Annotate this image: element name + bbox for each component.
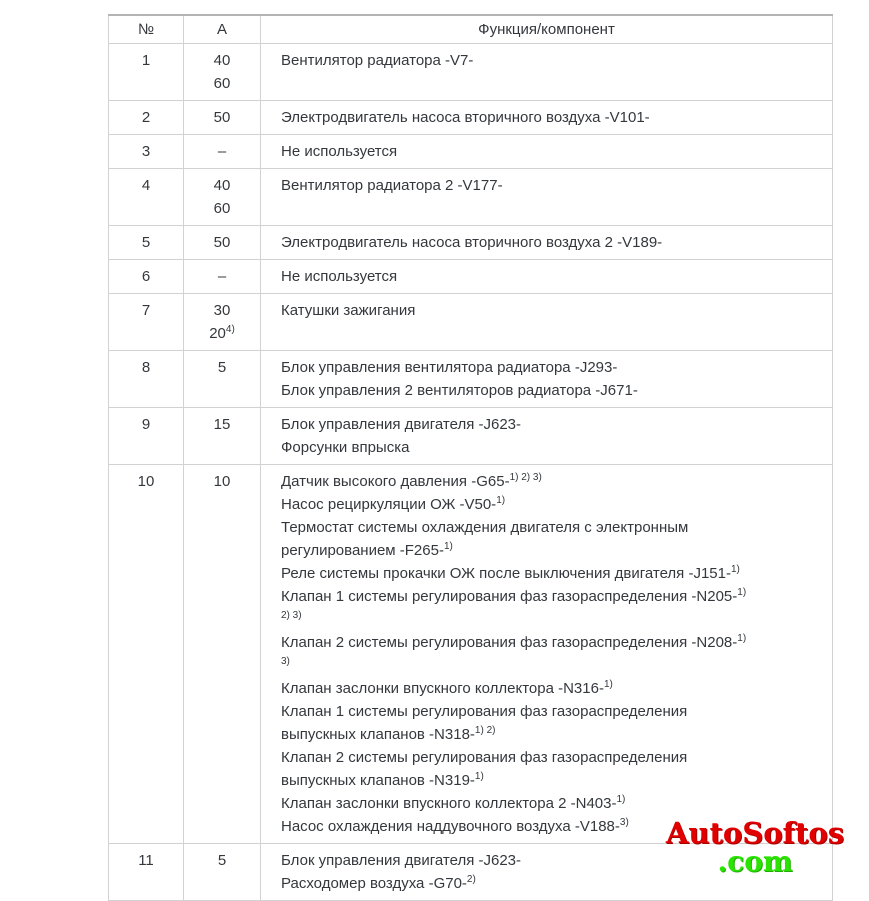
text-line: выпускных клапанов -N318-$^{1) 2)}$ [281, 725, 496, 743]
text-line: 10 [213, 473, 231, 490]
text-line: 5 [217, 359, 227, 376]
text-line: Клапан 1 системы регулирования фаз газораспределения [281, 703, 688, 720]
text-line: Клапан 2 системы регулирования фаз газораспределения [281, 749, 688, 766]
fuse-table-body [109, 44, 833, 901]
text-line: Насос охлаждения наддувочного воздуха -V188-$^{3)}$ [281, 817, 629, 835]
fuse-number-cell: 2 [109, 101, 184, 135]
footnote-ref: 1) [737, 587, 747, 598]
text-line [281, 654, 812, 677]
fuse-functions-cell [261, 408, 833, 465]
fuse-amps-cell [184, 101, 261, 135]
text-line: 60 [213, 200, 231, 217]
fuse-functions-cell [261, 135, 833, 169]
footnote-ref: 1) 2) [474, 725, 496, 736]
text-line: Не используется [281, 143, 398, 160]
fuse-functions-cell [261, 260, 833, 294]
fuse-number-cell: 11 [109, 844, 184, 901]
fuse-functions-cell [261, 465, 833, 844]
text-line: 5 [217, 852, 227, 869]
fuse-number-cell: 7 [109, 294, 184, 351]
text-line: Не используется [281, 268, 398, 285]
fuse-amps-cell [184, 135, 261, 169]
text-line: 50 [213, 109, 231, 126]
footnote-ref: 3) [619, 817, 629, 828]
footnote-ref: 3) [281, 656, 290, 667]
text-line: 30 [213, 302, 231, 319]
fuse-amps-cell [184, 351, 261, 408]
footnote-ref: 1) [737, 633, 747, 644]
text-line: Расходомер воздуха -G70-$^{2)}$ [281, 874, 476, 892]
text-line: Блок управления 2 вентиляторов радиатора -J671- [281, 382, 638, 399]
fuse-number-cell: 3 [109, 135, 184, 169]
text-line: 20$^{4)}$ [209, 324, 235, 342]
text-line: Термостат системы охлаждения двигателя с электронным [281, 519, 689, 536]
fuse-functions-cell [261, 351, 833, 408]
watermark-suffix: .com [717, 845, 793, 878]
text-line: 40 [213, 177, 231, 194]
table-header-row [109, 15, 833, 44]
fuse-number-cell: 6 [109, 260, 184, 294]
footnote-ref: 2) [466, 874, 476, 885]
fuse-amps-cell [184, 465, 261, 844]
fuse-functions-cell [261, 169, 833, 226]
fuse-amps-cell [184, 260, 261, 294]
fuse-amps-cell [184, 408, 261, 465]
table-row [109, 260, 833, 294]
footnote-ref: 1) [730, 564, 740, 575]
footnote-ref: 1) [474, 771, 484, 782]
text-line: Вентилятор радиатора -V7- [281, 52, 474, 69]
fuse-box-table [108, 14, 833, 901]
fuse-functions-cell [261, 294, 833, 351]
fuse-number-cell: 4 [109, 169, 184, 226]
fuse-amps-cell [184, 226, 261, 260]
fuse-amps-cell [184, 294, 261, 351]
table-row [109, 351, 833, 408]
table-row [109, 169, 833, 226]
fuse-number-cell: 1 [109, 44, 184, 101]
text-line: Датчик высокого давления -G65-$^{1) 2) 3)}$ [281, 472, 542, 490]
text-line: 15 [213, 416, 231, 433]
text-line: 50 [213, 234, 231, 251]
table-row [109, 135, 833, 169]
table-row [109, 44, 833, 101]
text-line: Форсунки впрыска [281, 439, 410, 456]
text-line [281, 608, 812, 631]
watermark-title: AutoSoftos [665, 816, 845, 850]
text-line: Клапан 1 системы регулирования фаз газораспределения -N205-$^{1)}$ [281, 587, 747, 605]
text-line: Электродвигатель насоса вторичного воздуха -V101- [281, 109, 650, 126]
table-row [109, 101, 833, 135]
footnote-ref: 1) [443, 541, 453, 552]
fuse-number-cell: 9 [109, 408, 184, 465]
fuse-number-cell: 5 [109, 226, 184, 260]
footnote-ref: 1) [496, 495, 506, 506]
footnote-ref: 4) [225, 324, 235, 335]
text-line: Блок управления двигателя -J623- [281, 416, 522, 433]
text-line: Клапан заслонки впускного коллектора 2 -N403-$^{1)}$ [281, 794, 626, 812]
fuse-number-cell: 8 [109, 351, 184, 408]
table-row [109, 844, 833, 901]
text-line: Катушки зажигания [281, 302, 416, 319]
table-row [109, 226, 833, 260]
header-amps: А [184, 15, 261, 44]
footnote-ref: 1) 2) 3) [509, 472, 542, 483]
text-line: регулированием -F265-$^{1)}$ [281, 541, 453, 559]
text-line: 60 [213, 75, 231, 92]
text-line: Реле системы прокачки ОЖ после выключения двигателя -J151-$^{1)}$ [281, 564, 740, 582]
text-line: – [217, 143, 227, 160]
fuse-functions-cell [261, 44, 833, 101]
text-line: Электродвигатель насоса вторичного воздуха 2 -V189- [281, 234, 663, 251]
fuse-amps-cell [184, 44, 261, 101]
table-row [109, 465, 833, 844]
footnote-ref: 2) 3) [281, 610, 302, 621]
fuse-functions-cell [261, 226, 833, 260]
fuse-functions-cell [261, 844, 833, 901]
text-line: Клапан 2 системы регулирования фаз газораспределения -N208-$^{1)}$ [281, 633, 747, 651]
text-line: 40 [213, 52, 231, 69]
table-row [109, 408, 833, 465]
text-line: выпускных клапанов -N319-$^{1)}$ [281, 771, 484, 789]
fuse-amps-cell [184, 169, 261, 226]
header-number: № [109, 15, 184, 44]
text-line: Клапан заслонки впускного коллектора -N316-$^{1)}$ [281, 679, 613, 697]
text-line: Блок управления двигателя -J623- [281, 852, 522, 869]
footnote-ref: 1) [616, 794, 626, 805]
fuse-number-cell: 10 [109, 465, 184, 844]
text-line: Насос рециркуляции ОЖ -V50-$^{1)}$ [281, 495, 506, 513]
header-function: Функция/компонент [261, 15, 833, 44]
text-line: – [217, 268, 227, 285]
fuse-amps-cell [184, 844, 261, 901]
table-row [109, 294, 833, 351]
fuse-functions-cell [261, 101, 833, 135]
text-line: Вентилятор радиатора 2 -V177- [281, 177, 503, 194]
text-line: Блок управления вентилятора радиатора -J293- [281, 359, 618, 376]
footnote-ref: 1) [603, 679, 613, 690]
